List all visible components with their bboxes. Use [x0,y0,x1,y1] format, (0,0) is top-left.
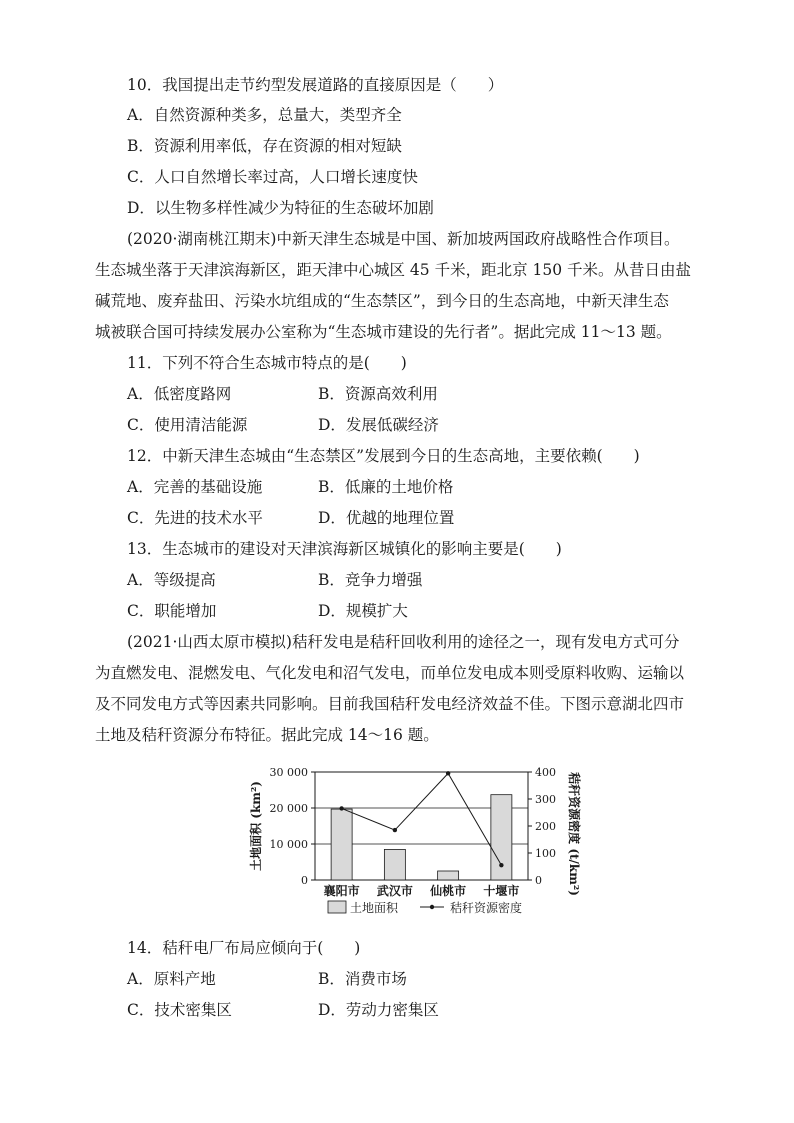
density-point [339,806,343,810]
q11-stem: 11．下列不符合生态城市特点的是( ) [127,354,407,372]
q12-option-a: A．完善的基础设施 [127,478,263,496]
passage1-line: 生态城坐落于天津滨海新区，距天津中心城区 45 千米，距北京 150 千米。从昔日由盐 [95,261,692,279]
bar [438,871,459,880]
right-tick-label: 100 [535,847,556,860]
legend-line-label: 秸秆资源密度 [450,901,523,915]
density-point [446,771,450,775]
land-straw-chart [248,760,588,930]
legend-bar-label: 土地面积 [350,901,399,915]
passage2-line: 为直燃发电、混燃发电、气化发电和沼气发电，而单位发电成本则受原料收购、运输以 [95,664,685,682]
q10-option-a: A．自然资源种类多，总量大，类型齐全 [127,106,402,124]
q13-option-b: B．竞争力增强 [318,571,423,589]
q11-option-c: C．使用清洁能源 [127,416,248,434]
q14-option-c: C．技术密集区 [127,1001,232,1019]
q12-stem: 12．中新天津生态城由“生态禁区”发展到今日的生态高地，主要依赖( ) [127,447,640,465]
q13-stem: 13．生态城市的建设对天津滨海新区城镇化的影响主要是( ) [127,540,562,558]
right-tick-label: 0 [535,874,542,887]
category-label: 襄阳市 [323,884,360,898]
density-point [393,828,397,832]
q10-option-b: B．资源利用率低，存在资源的相对短缺 [127,137,402,155]
q11-option-b: B．资源高效利用 [318,385,438,403]
density-point [499,863,503,867]
passage1-line: 城被联合国可持续发展办公室称为“生态城市建设的先行者”。据此完成 11～13 题。 [95,323,672,341]
q12-option-d: D．优越的地理位置 [318,509,455,527]
q14-stem: 14．秸秆电厂布局应倾向于( ) [127,939,361,957]
q10-option-d: D．以生物多样性减少为特征的生态破坏加剧 [127,199,434,217]
q14-option-b: B．消费市场 [318,970,407,988]
right-tick-label: 200 [535,820,556,833]
passage2-line: 土地及秸秆资源分布特征。据此完成 14～16 题。 [95,726,439,744]
passage2-line: 及不同发电方式等因素共同影响。目前我国秸秆发电经济效益不佳。下图示意湖北四市 [95,695,685,713]
density-line [342,773,502,865]
q14-option-d: D．劳动力密集区 [318,1001,439,1019]
legend-bar-swatch [328,901,346,913]
q10-option-c: C．人口自然增长率过高，人口增长速度快 [127,168,418,186]
q13-option-d: D．规模扩大 [318,602,408,620]
passage1-line: (2020·湖南桃江期末)中新天津生态城是中国、新加坡两国政府战略性合作项目。 [127,230,680,248]
bar [331,809,352,880]
y-axis-title-right: 秸秆资源密度 (t/km²) [567,772,581,896]
q12-option-c: C．先进的技术水平 [127,509,263,527]
q11-option-d: D．发展低碳经济 [318,416,439,434]
left-tick-label: 10 000 [269,838,308,851]
category-label: 仙桃市 [430,884,467,898]
q10-stem: 10．我国提出走节约型发展道路的直接原因是（ ） [127,76,504,94]
right-tick-label: 400 [535,766,556,779]
q14-option-a: A．原料产地 [127,970,216,988]
chart-svg [248,760,588,930]
y-axis-title-left: 土地面积 (km²) [249,781,263,871]
legend-line-marker [430,905,434,909]
q12-option-b: B．低廉的土地价格 [318,478,454,496]
left-tick-label: 0 [301,874,308,887]
q11-option-a: A．低密度路网 [127,385,232,403]
q13-option-a: A．等级提高 [127,571,216,589]
q13-option-c: C．职能增加 [127,602,217,620]
passage1-line: 碱荒地、废弃盐田、污染水坑组成的“生态禁区”，到今日的生态高地，中新天津生态 [95,292,669,310]
right-tick-label: 300 [535,793,556,806]
bar [384,849,405,880]
left-tick-label: 20 000 [269,802,308,815]
left-tick-label: 30 000 [269,766,308,779]
category-label: 武汉市 [376,884,413,898]
category-label: 十堰市 [483,884,520,898]
passage2-line: (2021·山西太原市模拟)秸秆发电是秸秆回收利用的途径之一，现有发电方式可分 [127,633,680,651]
